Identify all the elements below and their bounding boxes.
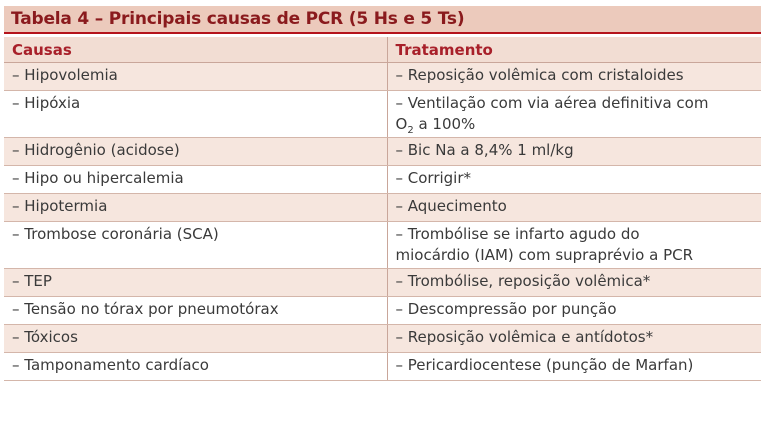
cause-cell: – Tamponamento cardíaco [4,353,387,381]
table-row [4,194,761,222]
cause-cell: – Hipotermia [4,194,387,222]
table-title: Tabela 4 – Principais causas de PCR (5 Hs e 5 Ts) [11,9,465,29]
treatment-line: – Ventilação com via aérea definitiva com [395,94,709,112]
table-container [4,0,761,424]
table-row [4,138,761,166]
cause-cell: – Tensão no tórax por pneumotórax [4,297,387,325]
header-treatment: Tratamento [387,37,761,63]
table-row [4,269,761,297]
cause-cell: – Hidrogênio (acidose) [4,138,387,166]
table-row [4,91,761,138]
treatment-line: miocárdio (IAM) com supraprévio a PCR [395,246,694,264]
causes-table [4,37,761,381]
header-row [4,37,761,63]
treatment-cell: – Descompressão por punção [387,297,761,325]
table-row [4,166,761,194]
treatment-cell [387,91,761,138]
treatment-line: – Trombólise se infarto agudo do [395,225,640,243]
treatment-cell: – Pericardiocentese (punção de Marfan) [387,353,761,381]
table-row [4,222,761,269]
oxygen-symbol: O [395,115,408,133]
treatment-cell: – Reposição volêmica e antídotos* [387,325,761,353]
table-row [4,353,761,381]
table-row [4,63,761,91]
treatment-cell: – Aquecimento [387,194,761,222]
table-row [4,297,761,325]
oxygen-subscript: 2 [407,125,414,136]
cause-cell: – Tóxicos [4,325,387,353]
treatment-line: a 100% [413,115,476,133]
table-row [4,325,761,353]
treatment-cell: – Corrigir* [387,166,761,194]
header-causes: Causas [4,37,387,63]
cause-cell: – TEP [4,269,387,297]
cause-cell: – Trombose coronária (SCA) [4,222,387,269]
cause-cell: – Hipóxia [4,91,387,138]
cause-cell: – Hipo ou hipercalemia [4,166,387,194]
treatment-cell: – Trombólise, reposição volêmica* [387,269,761,297]
treatment-cell: – Bic Na a 8,4% 1 ml/kg [387,138,761,166]
treatment-cell [387,222,761,269]
treatment-cell: – Reposição volêmica com cristaloides [387,63,761,91]
cause-cell: – Hipovolemia [4,63,387,91]
table-title-bar [4,6,761,34]
